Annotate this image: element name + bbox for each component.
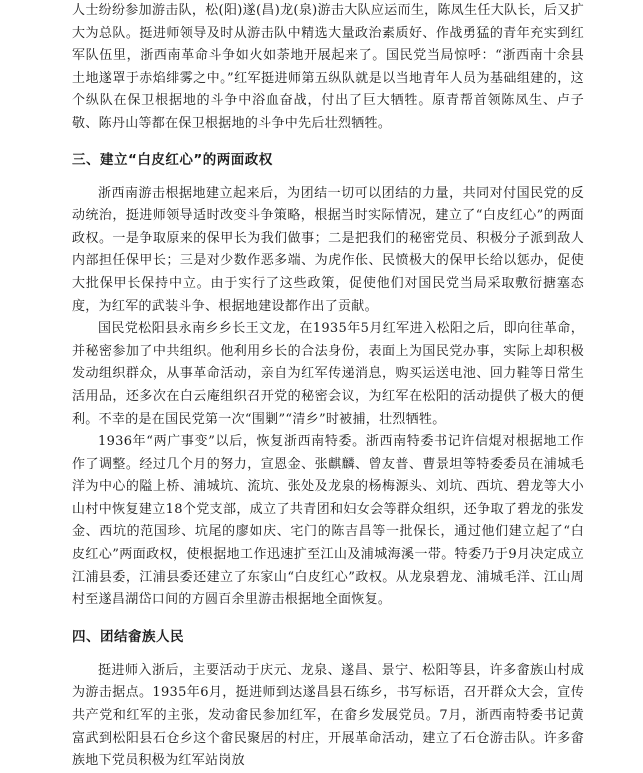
- body-paragraph: 人士纷纷参加游击队，松(阳)遂(昌)龙(泉)游击大队应运而生，陈凤生任大队长，后又扩大为总队。挺进师领导及时从游击队中精选大量政治素质好、作战勇猛的青年充实到红军队伍里，浙西南革命斗争如火如荼地开展起来了。国民党当局惊呼：“浙西南十余县土地遂罩于赤焰绯雾之中。”红军挺进师第五纵队就是以当地青年人员为基础组建的，这个纵队在保卫根据地的斗争中浴血奋战，付出了巨大牺牲。原青帮首领陈凤生、卢子敬、陈丹山等都在保卫根据地的斗争中先后壮烈牺牲。: [72, 3, 584, 131]
- document-page: [72, 0, 584, 773]
- section-heading: 三、建立“白皮红心”的两面政权: [72, 151, 273, 168]
- body-paragraph: 国民党松阳县永南乡乡长王文龙，在1935年5月红军进入松阳之后，即向往革命，并秘密参加了中共组织。他利用乡长的合法身份，表面上为国民党办事，实际上却积极发动组织群众，从事革命活动，亲自为红军传递消息，购买运送电池、回力鞋等日常生活用品，还多次在白云庵组织召开党的秘密会议，为红军在松阳的活动提供了极大的便利。不幸的是在国民党第一次“围剿”“清乡”时被捕，壮烈牺牲。: [72, 321, 584, 427]
- section-heading: 四、团结畲族人民: [72, 628, 184, 645]
- body-paragraph: 1936年“两广事变”以后，恢复浙西南特委。浙西南特委书记许信焜对根据地工作作了调整。经过几个月的努力，宣恩金、张麒麟、曾友普、曹景坦等特委委员在浦城毛洋为中心的隘上桥、浦城坑、流坑、张处及龙泉的杨梅源头、刘坑、西坑、碧龙等大小山村中恢复建立18个党支部，成立了共青团和妇女会等群众组织，还争取了碧龙的张发金、西坑的范国珍、坑尾的廖如庆、宅门的陈吉昌等一批保长，通过他们建立起了“白皮红心”两面政权，使根据地工作迅速扩至江山及浦城海溪一带。特委乃于9月决定成立江浦县委，江浦县委还建立了东家山“白皮红心”政权。从龙泉碧龙、浦城毛洋、江山周村至遂昌湖岱口间的方圆百余里游击根据地全面恢复。: [72, 434, 584, 608]
- body-paragraph: 挺进师入浙后，主要活动于庆元、龙泉、遂昌、景宁、松阳等县，许多畲族山村成为游击据点。1935年6月，挺进师到达遂昌县石练乡，书写标语，召开群众大会，宣传共产党和红军的主张，发动畲民参加红军，在畲乡发展党员。7月，浙西南特委书记黄富武到松阳县石仓乡这个畲民聚居的村庄，开展革命活动，建立了石仓游击队。许多畲族地下党员积极为红军站岗放: [72, 662, 584, 769]
- body-paragraph: 浙西南游击根据地建立起来后，为团结一切可以团结的力量，共同对付国民党的反动统治，挺进师领导适时改变斗争策略，根据当时实际情况，建立了“白皮红心”的两面政权。一是争取原来的保甲长为我们做事；二是把我们的秘密党员、积极分子派到敌人内部担任保甲长；三是对少数作恶多端、为虎作伥、民愤极大的保甲长给以惩办，促使大批保甲长保持中立。由于实行了这些政策，促使他们对国民党当局采取敷衍搪塞态度，为红军的武装斗争、根据地建设都作出了贡献。: [72, 185, 584, 314]
